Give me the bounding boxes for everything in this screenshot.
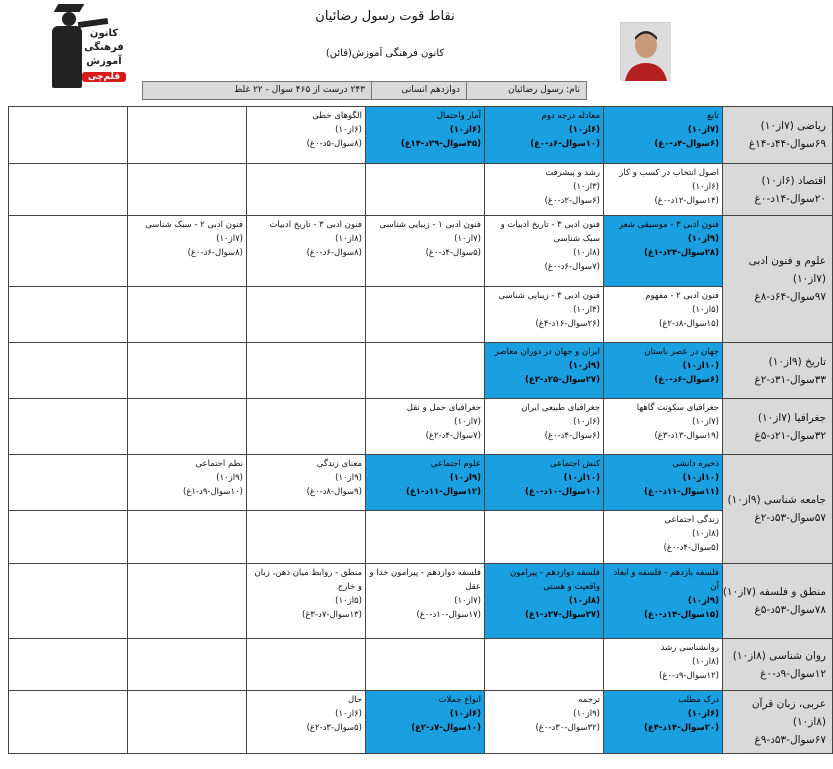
topic-detail: (۱۲سوال-۱۱د-۱غ) [406,487,481,497]
topic-cell [604,399,723,455]
topic-detail: (۶سوال-۶د-۰غ) [654,375,719,385]
student-info-bar [142,81,587,100]
subject-cell [723,399,833,455]
topic-cell [485,399,604,455]
topic-cell [366,691,485,754]
topic-score: (۸از۱۰) [573,248,600,258]
topic-title: جغرافیای سکونت گاهها [636,403,719,413]
topic-score: (۷از۱۰) [687,125,719,135]
topic-title: ترجمه [578,695,600,705]
empty-cell [9,107,128,164]
subject-cell [723,216,833,343]
topic-cell [485,564,604,639]
topic-score: (۵از۱۰) [692,305,719,315]
topic-title: رشد و پیشرفت [545,168,600,178]
empty-cell [9,564,128,639]
topic-title: فلسفه دوازدهم - پیرامون خدا و عقل [369,568,481,592]
logo-text-4: قلم‌چی [82,72,126,82]
topic-title: فلسفه یازدهم - فلسفه و ابعاد آن [613,568,719,592]
topic-score: (۹از۱۰) [335,473,362,483]
subject-cell [723,164,833,216]
topic-detail: (۱۰سوال-۷د-۲غ) [411,723,481,733]
topic-title: کنش اجتماعی [550,459,600,469]
table-row [9,564,833,639]
topic-detail: (۸سوال-۶د-۰غ) [187,248,243,258]
topic-cell [485,343,604,399]
topic-title: حال [347,695,362,705]
topic-title: تابع [707,111,719,121]
empty-cell [128,287,247,343]
empty-cell [247,639,366,691]
subject-cell [723,455,833,564]
subject-line: ۶۷سوال-۵۳د-۹غ [754,734,826,746]
topic-score: (۶از۱۰) [449,125,481,135]
topic-title: زندگی اجتماعی [664,515,719,525]
topic-cell [604,511,723,564]
topic-score: (۹از۱۰) [216,473,243,483]
topic-detail: (۵سوال-۴د-۰غ) [425,248,481,258]
topic-score: (۹از۱۰) [687,234,719,244]
topic-score: (۱۰از۱۰) [563,473,600,483]
topic-cell [485,164,604,216]
empty-cell [9,287,128,343]
topic-score: (۸از۱۰) [692,529,719,539]
subject-line: ۶۹سوال-۴۴د-۱۴غ [748,138,826,150]
topic-cell [128,455,247,511]
empty-cell [128,639,247,691]
topic-cell [247,107,366,164]
logo-text-2: فرهنگی [84,42,124,53]
table-row [9,164,833,216]
subject-line: ۷۸سوال-۵۳د-۵غ [754,604,826,616]
table-row [9,691,833,754]
empty-cell [247,399,366,455]
subject-line: روان شناسی (۸از۱۰) [732,649,826,662]
subject-line: (۷از۱۰) [792,273,826,285]
empty-cell [485,511,604,564]
empty-cell [128,564,247,639]
topic-title: فنون ادبی ۲ - مفهوم [645,291,719,301]
topic-title: آمار واحتمال [436,111,481,121]
topic-title: جغرافیای حمل و نقل [406,403,481,413]
subject-line: (۸از۱۰) [792,716,826,728]
topic-cell [366,455,485,511]
topic-score: (۹از۱۰) [449,473,481,483]
topic-cell [366,216,485,287]
topic-cell [485,691,604,754]
empty-cell [247,164,366,216]
topic-score: (۵از۱۰) [335,596,362,606]
topic-score: (۸از۱۰) [335,234,362,244]
topic-title: علوم اجتماعی [430,459,481,469]
empty-cell [366,287,485,343]
topic-score: (۷از۱۰) [692,417,719,427]
topic-score: (۳از۱۰) [573,182,600,192]
topic-detail: (۸سوال-۵د-۰غ) [306,139,362,149]
subject-line: علوم و فنون ادبی [748,255,826,267]
empty-cell [9,216,128,287]
topic-score: (۸از۱۰) [692,657,719,667]
strengths-table [8,106,833,754]
topic-title: نظم اجتماعی [195,459,243,469]
table-row [9,216,833,287]
empty-cell [9,511,128,564]
topic-detail: (۱۴سوال-۱۲د-۰غ) [654,196,719,206]
topic-title: فلسفه دوازدهم - پیرامون واقعیت و هستی [510,568,600,592]
topic-detail: (۲۶سوال-۱۶د-۴غ) [535,319,600,329]
topic-cell [366,399,485,455]
topic-detail: (۲۷سوال-۲۵د-۲غ) [525,375,600,385]
empty-cell [128,343,247,399]
topic-score: (۱۰از۱۰) [682,473,719,483]
topic-detail: (۱۱سوال-۱۱د-۰غ) [644,487,719,497]
topic-title: جهان در عصر باستان [644,347,719,357]
empty-cell [9,164,128,216]
topic-detail: (۹سوال-۸د-۰غ) [306,487,362,497]
subject-line: ۳۳سوال-۳۱د-۲غ [754,373,826,386]
empty-cell [128,399,247,455]
topic-detail: (۱۳سوال-۷د-۳غ) [302,610,362,620]
empty-cell [485,639,604,691]
empty-cell [247,511,366,564]
topic-cell [604,287,723,343]
empty-cell [128,107,247,164]
topic-score: (۷از۱۰) [216,234,243,244]
empty-cell [9,343,128,399]
student-photo [620,22,670,80]
empty-cell [247,287,366,343]
topic-score: (۱۰از۱۰) [682,361,719,371]
topic-detail: (۲۸سوال-۲۴د-۱غ) [644,248,719,258]
topic-detail: (۲۷سوال-۲۷د-۱غ) [525,610,600,620]
student-summary: ۲۴۳ درست از ۴۶۵ سوال - ۲۲ غلط [233,85,365,95]
page-title: نقاط قوت رسول رضائیان [315,9,455,24]
subject-line: جغرافیا (۷از۱۰) [757,411,826,424]
subject-cell [723,691,833,754]
subject-line: ۹۷سوال-۶۴د-۸غ [754,291,826,303]
topic-cell [604,164,723,216]
topic-cell [366,107,485,164]
page-subtitle: کانون فرهنگی آموزش(قائن) [325,48,445,59]
student-avatar-icon [621,23,671,81]
topic-cell [604,691,723,754]
topic-cell [604,455,723,511]
topic-detail: (۶سوال-۲د-۰غ) [544,196,600,206]
empty-cell [366,343,485,399]
topic-detail: (۱۹سوال-۱۳د-۳غ) [654,431,719,441]
topic-detail: (۶سوال-۴د-۰غ) [544,431,600,441]
empty-cell [366,511,485,564]
table-row [9,343,833,399]
topic-title: فنون ادبی ۳ - تاریخ ادبیات [269,220,362,230]
topic-score: (۷از۱۰) [454,596,481,606]
subject-line: ۱۲سوال-۹د-۰غ [760,667,826,680]
table-row [9,511,833,564]
subject-cell [723,107,833,164]
topic-score: (۹از۱۰) [573,709,600,719]
topic-score: (۹از۱۰) [568,361,600,371]
subject-line: ۵۷سوال-۵۳د-۲غ [754,512,826,524]
topic-title: درک مطلب [678,695,719,705]
topic-detail: (۵سوال-۳د-۲غ) [306,723,362,733]
topic-cell [604,343,723,399]
empty-cell [366,639,485,691]
student-name: نام: رسول رضائیان [466,82,586,99]
subject-line: ۲۰سوال-۱۴د-۰غ [754,192,826,205]
topic-cell [247,455,366,511]
topic-title: معادله درجه دوم [541,111,600,121]
topic-cell [485,455,604,511]
topic-detail: (۱۰سوال-۹د-۱غ) [183,487,243,497]
table-row [9,287,833,343]
topic-detail: (۲۰سوال-۱۴د-۴غ) [644,723,719,733]
topic-score: (۶از۱۰) [692,182,719,192]
topic-cell [604,107,723,164]
empty-cell [128,164,247,216]
topic-score: (۸از۱۰) [568,596,600,606]
topic-cell [604,564,723,639]
topic-cell [366,564,485,639]
topic-score: (۶از۱۰) [687,709,719,719]
empty-cell [9,691,128,754]
subject-line: عربی، زبان قرآن [751,698,826,710]
topic-score: (۴از۱۰) [573,305,600,315]
topic-score: (۹از۱۰) [687,596,719,606]
topic-title: فنون ادبی ۱ - زیبایی شناسی [379,220,481,230]
topic-title: جغرافیای طبیعی ایران [521,403,600,413]
subject-cell [723,639,833,691]
topic-detail: (۸سوال-۶د-۰غ) [306,248,362,258]
topic-title: منطق - روابط میان ذهن، زبان و خارج [254,568,362,592]
topic-score: (۶از۱۰) [335,125,362,135]
topic-score: (۷از۱۰) [454,234,481,244]
empty-cell [128,691,247,754]
topic-detail: (۵سوال-۴د-۰غ) [663,543,719,553]
topic-cell [247,216,366,287]
empty-cell [9,639,128,691]
topic-detail: (۷سوال-۴د-۲غ) [425,431,481,441]
topic-detail: (۶سوال-۴د-۰غ) [654,139,719,149]
logo-text-1: کانون [89,28,119,39]
empty-cell [9,455,128,511]
topic-detail: (۱۰سوال-۱۰د-۰غ) [525,487,600,497]
topic-detail: (۴۵سوال-۲۹د-۱۴غ) [400,139,481,149]
topic-title: ذخیره دانشی [672,459,719,469]
table-row [9,639,833,691]
topic-score: (۷از۱۰) [454,417,481,427]
empty-cell [128,511,247,564]
topic-title: فنون ادبی ۳ - تاریخ ادبیات و سبک شناسی [500,220,600,244]
topic-detail: (۱۷سوال-۱۰د-۰غ) [416,610,481,620]
subject-line: ریاضی (۷از۱۰) [760,120,826,132]
topic-title: انواع جملات [438,695,481,705]
topic-score: (۶از۱۰) [573,417,600,427]
subject-line: اقتصاد (۶از۱۰) [761,174,826,187]
topic-title: فنون ادبی ۳ - موسیقی شعر [619,220,719,230]
subject-line: جامعه شناسی (۹از۱۰) [727,494,826,506]
graduation-cap-icon [54,4,85,12]
table-row [9,399,833,455]
subject-line: ۳۲سوال-۲۱د-۵غ [754,429,826,442]
student-grade: دوازدهم انسانی [371,82,466,99]
topic-cell [604,216,723,287]
empty-cell [366,164,485,216]
subject-cell [723,343,833,399]
topic-detail: (۱۰سوال-۶د-۰غ) [530,139,600,149]
topic-detail: (۷سوال-۶د-۰غ) [544,262,600,272]
topic-title: فنون ادبی ۳ - زیبایی شناسی [498,291,600,301]
topic-cell [128,216,247,287]
table-row [9,107,833,164]
topic-title: اصول انتخاب در کسب و کار [619,168,719,178]
topic-score: (۶از۱۰) [449,709,481,719]
topic-cell [247,691,366,754]
topic-detail: (۱۵سوال-۱۴د-۰غ) [644,610,719,620]
topic-title: ایران و جهان در دوران معاصر [494,347,600,357]
topic-cell [604,639,723,691]
topic-title: روانشناسی رشد [660,643,719,653]
topic-title: فنون ادبی ۲ - سبک شناسی [145,220,243,230]
subject-cell [723,564,833,639]
topic-cell [485,287,604,343]
topic-detail: (۱۲سوال-۹د-۰غ) [659,671,719,681]
kanoon-logo [42,2,122,102]
topic-score: (۶از۱۰) [335,709,362,719]
topic-title: الگوهای خطی [312,111,362,121]
empty-cell [9,399,128,455]
topic-cell [485,107,604,164]
topic-cell [247,564,366,639]
topic-cell [485,216,604,287]
subject-line: منطق و فلسفه (۷از۱۰) [722,586,826,598]
empty-cell [247,343,366,399]
logo-text-3: آموزش [86,56,122,67]
topic-detail: (۳۲سوال-۳۰د-۰غ) [535,723,600,733]
topic-score: (۶از۱۰) [568,125,600,135]
subject-line: تاریخ (۹از۱۰) [768,355,826,368]
topic-detail: (۱۵سوال-۸د-۲غ) [659,319,719,329]
topic-title: معنای زندگی [316,459,362,469]
table-row [9,455,833,511]
